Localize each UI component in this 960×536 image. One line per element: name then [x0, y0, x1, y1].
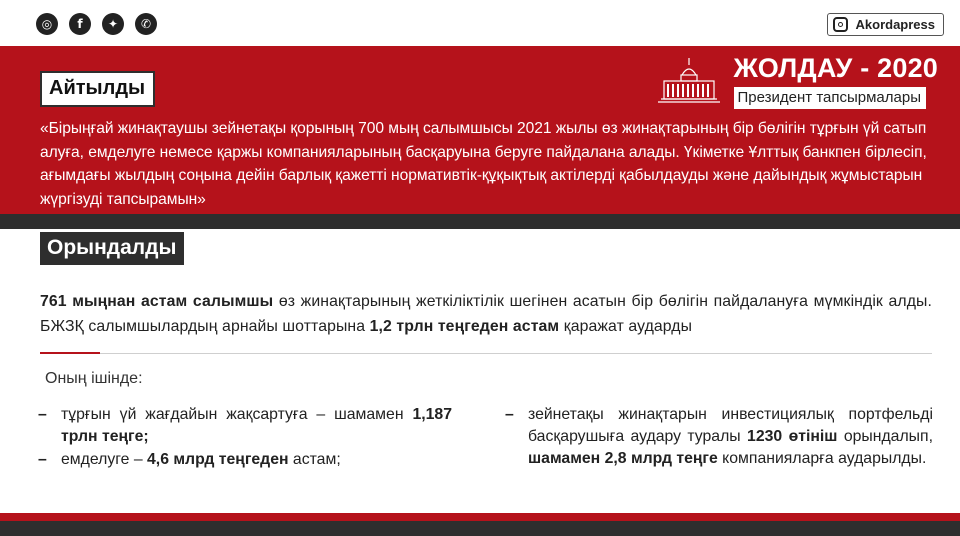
list-item: [505, 404, 933, 470]
bullet-bold: 4,6 млрд теңгеден: [147, 451, 289, 468]
section-rule: [40, 353, 932, 354]
social-icons: [36, 13, 157, 35]
bullet-text-after: астам;: [288, 451, 341, 468]
whatsapp-icon[interactable]: ✆: [135, 13, 157, 35]
list-item: [38, 449, 452, 471]
bullet-text-part: тұрғын үй жағдайын жақсартуға – шамамен: [61, 406, 413, 423]
dash-icon: –: [38, 406, 47, 423]
bullet-text: [528, 404, 933, 470]
handle-label: Akordapress: [855, 17, 935, 32]
akorda-palace-icon: [656, 56, 722, 106]
done-text: [40, 289, 932, 339]
instagram-icon[interactable]: ◎: [36, 13, 58, 35]
brand-block: [656, 52, 938, 109]
dash-icon: –: [505, 406, 514, 423]
bullet-text-part: орындалып,: [837, 428, 933, 445]
section-rule-accent: [40, 352, 100, 354]
bullet-text-part: компанияларға аударылды.: [717, 450, 927, 467]
including-label: Оның ішінде:: [45, 370, 143, 387]
bullet-bold: 1230 өтініш: [747, 428, 838, 445]
instagram-icon: [833, 17, 848, 32]
done-text-2: қаражат аударды: [559, 318, 693, 335]
bullet-text-part: зейнетақы жинақтарын инвестициялық портфельді басқарушыға аудару туралы: [528, 406, 933, 445]
done-text-1: өз жинақтарының жеткіліктілік шегінен асатын бір бөлігін пайдалануға мүмкіндік алды. БЖЗҚ салымшылардың арнайы шоттарына: [40, 293, 933, 335]
said-label: Айтылды: [40, 71, 155, 107]
footer-red-bar: [0, 513, 960, 521]
list-item: [38, 404, 452, 448]
bullets-right: [505, 404, 933, 471]
footer-dark-bar: [0, 521, 960, 536]
bullet-bold: шамамен 2,8 млрд теңге: [528, 450, 718, 467]
bullet-text: [61, 404, 452, 448]
twitter-icon[interactable]: ✦: [102, 13, 124, 35]
akordapress-handle[interactable]: [827, 13, 944, 36]
brand-title: ЖОЛДАУ - 2020: [733, 53, 938, 83]
done-bold-1: 761 мыңнан астам салымшы: [40, 293, 274, 310]
bullets-left: [38, 404, 452, 472]
bullet-bold: 1,187 трлн теңге;: [61, 406, 452, 445]
dash-icon: –: [38, 451, 47, 468]
bullet-text-part: емделуге –: [61, 451, 148, 468]
facebook-icon[interactable]: f: [69, 13, 91, 35]
bullet-text: [61, 449, 452, 471]
brand-subtitle: Президент тапсырмалары: [734, 87, 926, 109]
done-label: Орындалды: [40, 232, 184, 265]
divider-stripe: [0, 214, 960, 229]
said-quote: «Бірыңғай жинақтаушы зейнетақы қорының 700 мың салымшысы 2021 жылы өз жинақтарының бір бөлігін тұрғын үй сатып алуға, емделуге немесе қаржы компанияларының басқаруына беруге пайдалана алады. Үкіметке Ұлттық банкпен бірлесіп, ағымдағы жылдың соңына дейін барлық қажетті нормативтік-құқықтық актілерді қабылдауды және дайындық жұмыстарын жүргізуді тапсырамын»: [40, 120, 927, 208]
done-bold-2: 1,2 трлн теңгеден астам: [369, 318, 560, 335]
